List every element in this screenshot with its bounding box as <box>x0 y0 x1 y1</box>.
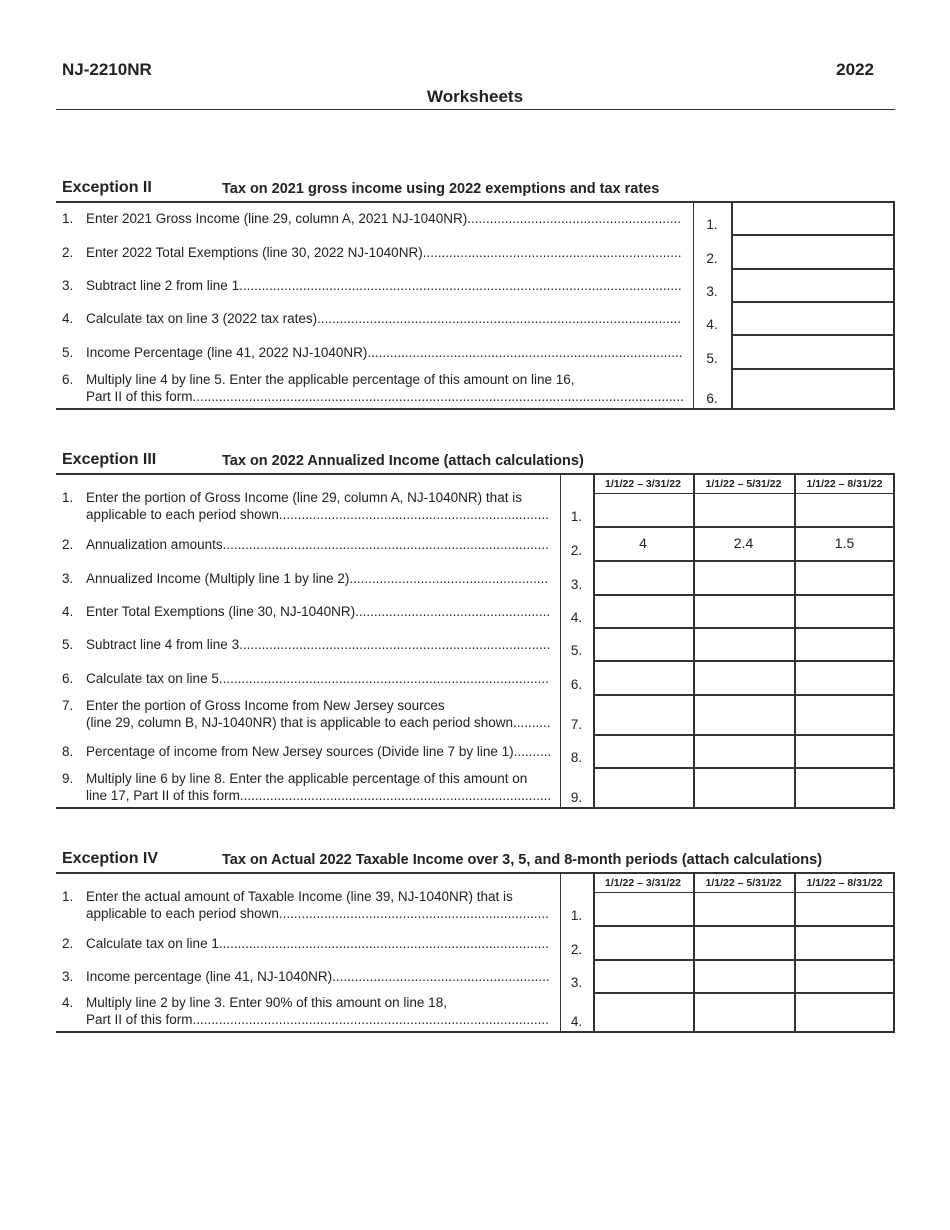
line-item <box>56 735 895 768</box>
line-label: 1. <box>570 509 583 524</box>
line-number: 1. <box>62 210 74 226</box>
line-item <box>56 235 895 269</box>
line-text: Enter the actual amount of Taxable Income (line 39, NJ-1040NR) that is <box>86 889 513 904</box>
period-amount-input[interactable] <box>695 994 792 1031</box>
line-number: 9. <box>62 771 74 786</box>
period-amount-input[interactable] <box>595 629 691 660</box>
period-amount-input[interactable] <box>595 495 691 526</box>
period-amount-input[interactable] <box>796 927 893 959</box>
line-item <box>56 269 895 302</box>
line-text: Enter the portion of Gross Income (line 29, column A, NJ-1040NR) that is <box>86 490 522 505</box>
line-label: 2. <box>570 942 583 957</box>
line-label: 5. <box>570 643 583 658</box>
period-column-header: 1/1/22 – 8/31/22 <box>806 877 883 889</box>
period-amount-input[interactable] <box>595 528 691 560</box>
line-text: Annualization amounts....................................................................................... <box>86 536 549 552</box>
period-amount-input[interactable] <box>595 961 691 992</box>
line-text: Subtract line 4 from line 3................................................................................... <box>86 637 551 652</box>
period-amount-input[interactable] <box>796 769 893 807</box>
line-number: 6. <box>62 670 74 686</box>
line-text: Multiply line 4 by line 5. Enter the applicable percentage of this amount on line 16, <box>86 372 575 387</box>
line-text: Percentage of income from New Jersey sources (Divide line 7 by line 1).......... <box>86 744 552 759</box>
section-title: Exception IV <box>62 850 159 867</box>
line-number: 2. <box>62 536 74 552</box>
period-amount-input[interactable] <box>796 662 893 694</box>
page-title: Worksheets <box>426 87 524 106</box>
period-amount-input[interactable] <box>595 562 691 594</box>
line-number: 1. <box>62 490 74 505</box>
line-label: 9. <box>570 790 583 805</box>
period-amount-input[interactable] <box>796 994 893 1031</box>
line-number: 3. <box>62 570 74 586</box>
period-amount-input[interactable] <box>595 736 691 767</box>
line-item <box>56 595 895 628</box>
period-column-header: 1/1/22 – 3/31/22 <box>605 478 681 490</box>
line-label: 4. <box>570 1014 583 1029</box>
line-item <box>56 369 895 409</box>
line-text: Enter 2021 Gross Income (line 29, column A, 2021 NJ-1040NR)......................................................... <box>86 210 681 226</box>
line-number: 7. <box>62 698 74 713</box>
section-description: Tax on 2022 Annualized Income (attach calculations) <box>222 453 584 469</box>
amount-input[interactable] <box>733 370 893 408</box>
annualization-value: 4 <box>639 535 647 551</box>
period-amount-input[interactable] <box>796 894 893 925</box>
line-number: 4. <box>62 995 74 1010</box>
period-column-header: 1/1/22 – 5/31/22 <box>705 478 782 490</box>
period-amount-input[interactable] <box>595 927 691 959</box>
period-amount-input[interactable] <box>796 562 893 594</box>
line-text: Income percentage (line 41, NJ-1040NR).......................................................... <box>86 969 550 984</box>
annualization-value: 1.5 <box>834 535 855 551</box>
period-amount-input[interactable] <box>595 596 691 627</box>
period-amount-input[interactable] <box>796 696 893 734</box>
section-description: Tax on 2021 gross income using 2022 exemptions and tax rates <box>222 181 660 197</box>
line-text: applicable to each period shown........................................................................ <box>86 906 549 921</box>
line-number: 2. <box>62 935 74 951</box>
line-label: 1. <box>570 908 583 923</box>
period-amount-input[interactable] <box>695 596 792 627</box>
period-column-header: 1/1/22 – 5/31/22 <box>705 877 782 889</box>
form-year: 2022 <box>836 60 874 79</box>
section-description: Tax on Actual 2022 Taxable Income over 3, 5, and 8-month periods (attach calculations) <box>222 852 823 868</box>
period-amount-input[interactable] <box>695 495 792 526</box>
period-amount-input[interactable] <box>796 528 893 560</box>
line-label: 7. <box>570 717 583 732</box>
line-item <box>56 695 895 735</box>
header-divider <box>56 109 895 110</box>
period-amount-input[interactable] <box>695 894 792 925</box>
amount-input[interactable] <box>733 336 893 368</box>
period-amount-input[interactable] <box>595 769 691 807</box>
line-label: 8. <box>570 750 583 765</box>
line-item <box>56 628 895 661</box>
period-amount-input[interactable] <box>695 528 792 560</box>
line-label: 3. <box>706 284 718 299</box>
period-amount-input[interactable] <box>695 736 792 767</box>
period-column-header: 1/1/22 – 8/31/22 <box>806 478 883 490</box>
line-item <box>56 878 895 926</box>
period-column-header: 1/1/22 – 3/31/22 <box>605 877 681 889</box>
line-label: 4. <box>706 317 718 332</box>
line-text: Calculate tax on line 5........................................................................................ <box>86 670 549 686</box>
line-text: Multiply line 6 by line 8. Enter the applicable percentage of this amount on <box>86 771 528 786</box>
period-amount-input[interactable] <box>695 927 792 959</box>
line-text: Enter 2022 Total Exemptions (line 30, 2022 NJ-1040NR)..................................................................... <box>86 244 682 260</box>
line-item <box>56 527 895 561</box>
section-title: Exception II <box>62 179 152 196</box>
line-label: 3. <box>570 577 583 592</box>
line-label: 5. <box>706 351 718 366</box>
amount-input[interactable] <box>733 202 893 234</box>
table-border <box>56 473 895 475</box>
period-amount-input[interactable] <box>695 961 792 992</box>
line-text: Annualized Income (Multiply line 1 by line 2)..................................................... <box>86 570 549 586</box>
period-amount-input[interactable] <box>595 662 691 694</box>
period-amount-input[interactable] <box>796 736 893 767</box>
line-number: 8. <box>62 744 74 759</box>
period-amount-input[interactable] <box>695 629 792 660</box>
period-amount-input[interactable] <box>695 696 792 734</box>
line-label: 2. <box>706 251 718 266</box>
line-text: Part II of this form............................................................................................... <box>86 1012 549 1027</box>
line-text: Enter the portion of Gross Income from New Jersey sources <box>86 698 445 713</box>
line-item <box>56 201 895 235</box>
row-divider <box>56 1031 895 1033</box>
line-number: 1. <box>62 889 74 904</box>
line-label: 1. <box>706 217 718 232</box>
line-item <box>56 335 895 369</box>
period-amount-input[interactable] <box>595 696 691 734</box>
period-amount-input[interactable] <box>695 769 792 807</box>
period-amount-input[interactable] <box>796 961 893 992</box>
line-text: line 17, Part II of this form................................................................................... <box>86 788 552 803</box>
line-label: 2. <box>570 543 583 558</box>
line-text: applicable to each period shown........................................................................ <box>86 507 549 522</box>
form-id: NJ-2210NR <box>62 60 152 79</box>
line-item <box>56 960 895 993</box>
period-amount-input[interactable] <box>796 495 893 526</box>
line-text: Subtract line 2 from line 1...................................................................................................................... <box>86 278 682 293</box>
line-text: Calculate tax on line 1........................................................................................ <box>86 935 549 951</box>
line-item <box>56 768 895 808</box>
section-title: Exception III <box>62 451 157 468</box>
table-border <box>56 872 895 874</box>
line-item <box>56 561 895 595</box>
line-number: 6. <box>62 372 74 387</box>
line-text: Enter Total Exemptions (line 30, NJ-1040NR).................................................... <box>86 604 551 619</box>
line-number: 5. <box>62 637 74 652</box>
row-divider <box>56 807 895 809</box>
line-text: Calculate tax on line 3 (2022 tax rates)................................................................................................. <box>86 311 681 326</box>
period-amount-input[interactable] <box>595 894 691 925</box>
period-amount-input[interactable] <box>695 662 792 694</box>
line-label: 3. <box>570 975 583 990</box>
line-label: 6. <box>706 391 718 406</box>
line-item <box>56 302 895 335</box>
line-item <box>56 479 895 527</box>
annualization-value: 2.4 <box>733 535 754 551</box>
line-number: 5. <box>62 344 74 360</box>
line-number: 4. <box>62 604 74 619</box>
row-divider <box>56 408 895 410</box>
line-label: 6. <box>570 677 583 692</box>
amount-input[interactable] <box>733 270 893 301</box>
line-text: Multiply line 2 by line 3. Enter 90% of this amount on line 18, <box>86 995 447 1010</box>
line-number: 4. <box>62 311 74 326</box>
line-item <box>56 993 895 1032</box>
line-text: Part II of this form................................................................................................................................... <box>86 389 684 404</box>
line-item <box>56 926 895 960</box>
line-number: 3. <box>62 969 74 984</box>
line-label: 4. <box>570 610 583 625</box>
line-text: (line 29, column B, NJ-1040NR) that is applicable to each period shown.......... <box>86 715 551 730</box>
line-text: Income Percentage (line 41, 2022 NJ-1040NR).................................................................................... <box>86 344 683 360</box>
period-amount-input[interactable] <box>695 562 792 594</box>
period-amount-input[interactable] <box>796 596 893 627</box>
line-number: 3. <box>62 278 74 293</box>
period-amount-input[interactable] <box>595 994 691 1031</box>
amount-input[interactable] <box>733 303 893 334</box>
line-number: 2. <box>62 244 74 260</box>
line-item <box>56 661 895 695</box>
period-amount-input[interactable] <box>796 629 893 660</box>
amount-input[interactable] <box>733 236 893 268</box>
